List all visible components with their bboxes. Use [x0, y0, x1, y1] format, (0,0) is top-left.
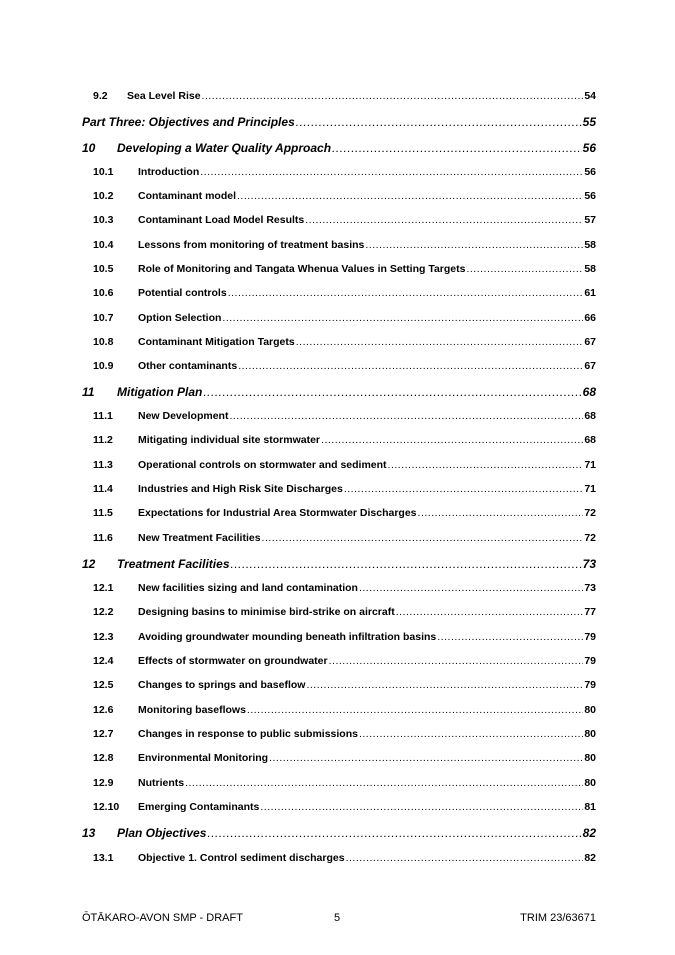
toc-entry-title: Nutrients	[138, 777, 185, 789]
toc-entry-page: 82	[584, 852, 596, 864]
toc-leader-dots	[202, 90, 584, 102]
toc-entry[interactable]	[82, 410, 596, 422]
toc-entry-number: 12.7	[93, 728, 114, 740]
toc-entry-number: 12.5	[93, 679, 114, 691]
toc-entry-title: Lessons from monitoring of treatment basins	[138, 239, 365, 251]
toc-entry[interactable]	[82, 263, 596, 275]
toc-entry-title: Role of Monitoring and Tangata Whenua Values in Setting Targets	[138, 263, 466, 275]
toc-entry-title: New facilities sizing and land contamination	[138, 582, 358, 594]
toc-leader-dots	[269, 752, 583, 764]
toc-entry-number: 11.2	[93, 434, 113, 446]
toc-entry[interactable]	[82, 507, 596, 519]
toc-entry-number: 10	[82, 141, 96, 155]
toc-entry[interactable]	[82, 190, 596, 202]
toc-leader-dots	[296, 336, 584, 348]
toc-entry[interactable]	[82, 459, 596, 471]
toc-entry-title: Effects of stormwater on groundwater	[138, 655, 328, 667]
toc-entry-number: 11.1	[93, 410, 113, 422]
toc-entry[interactable]	[82, 385, 596, 399]
toc-entry-title: Developing a Water Quality Approach	[117, 141, 332, 155]
toc-entry-title: Sea Level Rise	[127, 90, 201, 102]
toc-leader-dots	[228, 287, 584, 299]
toc-entry-number: 12.4	[93, 655, 114, 667]
toc-entry-page: 80	[584, 777, 596, 789]
toc-entry[interactable]	[82, 752, 596, 764]
toc-entry-page: 72	[584, 507, 596, 519]
toc-entry-title: Emerging Contaminants	[138, 801, 260, 813]
toc-leader-dots	[247, 704, 583, 716]
toc-entry-number: 12	[82, 557, 96, 571]
toc-entry-number: 10.7	[93, 312, 114, 324]
toc-entry-title: Contaminant Load Model Results	[138, 214, 305, 226]
toc-entry-page: 54	[584, 90, 596, 102]
toc-entry-page: 61	[584, 287, 596, 299]
toc-entry[interactable]	[82, 532, 596, 544]
toc-entry[interactable]	[82, 777, 596, 789]
toc-entry-number: 9.2	[93, 90, 108, 102]
toc-leader-dots	[207, 826, 581, 840]
toc-entry[interactable]	[82, 141, 596, 155]
toc-entry[interactable]	[82, 582, 596, 594]
toc-entry-page: 56	[584, 166, 596, 178]
toc-entry[interactable]	[82, 336, 596, 348]
toc-entry[interactable]	[82, 631, 596, 643]
toc-entry-title: Avoiding groundwater mounding beneath infiltration basins	[138, 631, 437, 643]
toc-entry-number: 10.2	[93, 190, 114, 202]
toc-leader-dots	[418, 507, 584, 519]
toc-entry-page: 81	[584, 801, 596, 813]
toc-entry-number: 10.3	[93, 214, 114, 226]
toc-entry-title: Operational controls on stormwater and sediment	[138, 459, 387, 471]
toc-entry-number: 12.1	[93, 582, 114, 594]
toc-entry-page: 58	[584, 263, 596, 275]
footer-document-title: ŌTĀKARO-AVON SMP - DRAFT	[82, 912, 243, 924]
toc-entry-number: 10.4	[93, 239, 114, 251]
footer-page-number: 5	[334, 912, 341, 924]
toc-leader-dots	[329, 655, 584, 667]
toc-entry-number: 10.8	[93, 336, 114, 348]
toc-leader-dots	[332, 141, 582, 155]
toc-entry-title: Designing basins to minimise bird-strike on aircraft	[138, 606, 395, 618]
toc-entry[interactable]	[82, 826, 596, 840]
toc-entry-number: 11.5	[93, 507, 113, 519]
toc-entry-title: New Treatment Facilities	[138, 532, 261, 544]
toc-entry-number: 10.6	[93, 287, 114, 299]
toc-entry-title: Changes in response to public submissions	[138, 728, 358, 740]
toc-entry-title: New Development	[138, 410, 229, 422]
toc-entry-number: 12.8	[93, 752, 114, 764]
toc-entry-page: 80	[584, 704, 596, 716]
toc-entry-page: 79	[584, 631, 596, 643]
toc-entry[interactable]	[82, 166, 596, 178]
toc-entry-page: 67	[584, 336, 596, 348]
toc-leader-dots	[231, 557, 582, 571]
toc-entry-page: 72	[584, 532, 596, 544]
toc-leader-dots	[359, 582, 583, 594]
toc-entry-number: 12.9	[93, 777, 114, 789]
toc-entry-page: 73	[584, 582, 596, 594]
toc-leader-dots	[200, 166, 583, 178]
toc-entry-number: 12.2	[93, 606, 114, 618]
toc-leader-dots	[229, 410, 583, 422]
toc-entry-number: 10.9	[93, 360, 114, 372]
toc-leader-dots	[260, 801, 583, 813]
toc-entry[interactable]	[82, 360, 596, 372]
toc-entry[interactable]	[82, 655, 596, 667]
toc-leader-dots	[365, 239, 583, 251]
toc-entry-title: Objective 1. Control sediment discharges	[138, 852, 345, 864]
toc-leader-dots	[346, 852, 584, 864]
toc-entry[interactable]	[82, 852, 596, 864]
toc-entry-title: Expectations for Industrial Area Stormwater Discharges	[138, 507, 417, 519]
toc-entry[interactable]	[82, 679, 596, 691]
toc-entry-page: 55	[582, 115, 596, 129]
toc-entry-title: Industries and High Risk Site Discharges	[138, 483, 343, 495]
toc-entry-page: 73	[582, 557, 596, 571]
toc-entry-number: 13.1	[93, 852, 114, 864]
toc-entry-page: 56	[582, 141, 596, 155]
toc-entry-title: Introduction	[138, 166, 200, 178]
toc-entry-number: 10.5	[93, 263, 114, 275]
toc-entry[interactable]	[82, 801, 596, 813]
toc-entry-page: 68	[584, 434, 596, 446]
toc-entry-title: Other contaminants	[138, 360, 238, 372]
toc-leader-dots	[222, 312, 583, 324]
toc-entry-title: Environmental Monitoring	[138, 752, 269, 764]
toc-entry-page: 58	[584, 239, 596, 251]
toc-entry[interactable]	[82, 704, 596, 716]
toc-leader-dots	[237, 190, 583, 202]
toc-entry-page: 79	[584, 655, 596, 667]
toc-entry-page: 67	[584, 360, 596, 372]
toc-entry-page: 77	[584, 606, 596, 618]
toc-entry-page: 82	[582, 826, 596, 840]
toc-entry-number: 11.6	[93, 532, 113, 544]
toc-entry-title: Changes to springs and baseflow	[138, 679, 306, 691]
toc-entry-page: 80	[584, 728, 596, 740]
toc-entry-page: 68	[584, 410, 596, 422]
toc-entry-number: 11	[82, 385, 95, 399]
toc-entry[interactable]	[82, 287, 596, 299]
toc-entry-title: Mitigating individual site stormwater	[138, 434, 321, 446]
footer-trim-reference: TRIM 23/63671	[520, 912, 596, 924]
toc-leader-dots	[296, 115, 582, 129]
toc-entry-page: 68	[582, 385, 596, 399]
toc-entry[interactable]	[82, 434, 596, 446]
toc-entry-title: Option Selection	[138, 312, 222, 324]
toc-entry-title: Treatment Facilities	[117, 557, 230, 571]
toc-entry-number: 12.10	[93, 801, 120, 813]
toc-entry[interactable]	[82, 214, 596, 226]
toc-leader-dots	[305, 214, 583, 226]
toc-entry-number: 10.1	[93, 166, 114, 178]
page-footer	[82, 912, 596, 926]
toc-leader-dots	[238, 360, 583, 372]
toc-entry-number: 12.6	[93, 704, 114, 716]
toc-leader-dots	[359, 728, 583, 740]
toc-entry[interactable]	[82, 728, 596, 740]
toc-entry-page: 56	[584, 190, 596, 202]
toc-leader-dots	[306, 679, 583, 691]
toc-entry-page: 80	[584, 752, 596, 764]
toc-leader-dots	[396, 606, 584, 618]
toc-leader-dots	[437, 631, 583, 643]
toc-entry-page: 71	[584, 459, 596, 471]
toc-entry[interactable]	[82, 115, 596, 129]
toc-entry[interactable]	[82, 239, 596, 251]
toc-entry-title: Contaminant model	[138, 190, 237, 202]
toc-entry-number: 11.4	[93, 483, 113, 495]
toc-entry[interactable]	[82, 90, 596, 102]
toc-leader-dots	[185, 777, 583, 789]
toc-entry-number: 11.3	[93, 459, 113, 471]
toc-entry[interactable]	[82, 557, 596, 571]
toc-leader-dots	[321, 434, 583, 446]
toc-entry[interactable]	[82, 312, 596, 324]
toc-entry-title: Mitigation Plan	[117, 385, 203, 399]
toc-leader-dots	[203, 385, 581, 399]
toc-entry-title: Monitoring baseflows	[138, 704, 246, 716]
toc-entry-title: Potential controls	[138, 287, 227, 299]
toc-leader-dots	[388, 459, 584, 471]
toc-entry-page: 71	[584, 483, 596, 495]
toc-entry-number: 12.3	[93, 631, 114, 643]
toc-entry-title: Plan Objectives	[117, 826, 207, 840]
toc-leader-dots	[262, 532, 584, 544]
toc-entry-number: 13	[82, 826, 96, 840]
toc-entry-page: 66	[584, 312, 596, 324]
toc-entry-page: 57	[584, 214, 596, 226]
toc-leader-dots	[466, 263, 583, 275]
toc-entry[interactable]	[82, 483, 596, 495]
toc-entry-title: Part Three: Objectives and Principles	[82, 115, 295, 129]
toc-leader-dots	[344, 483, 584, 495]
toc-entry-title: Contaminant Mitigation Targets	[138, 336, 295, 348]
toc-entry[interactable]	[82, 606, 596, 618]
toc-entry-page: 79	[584, 679, 596, 691]
